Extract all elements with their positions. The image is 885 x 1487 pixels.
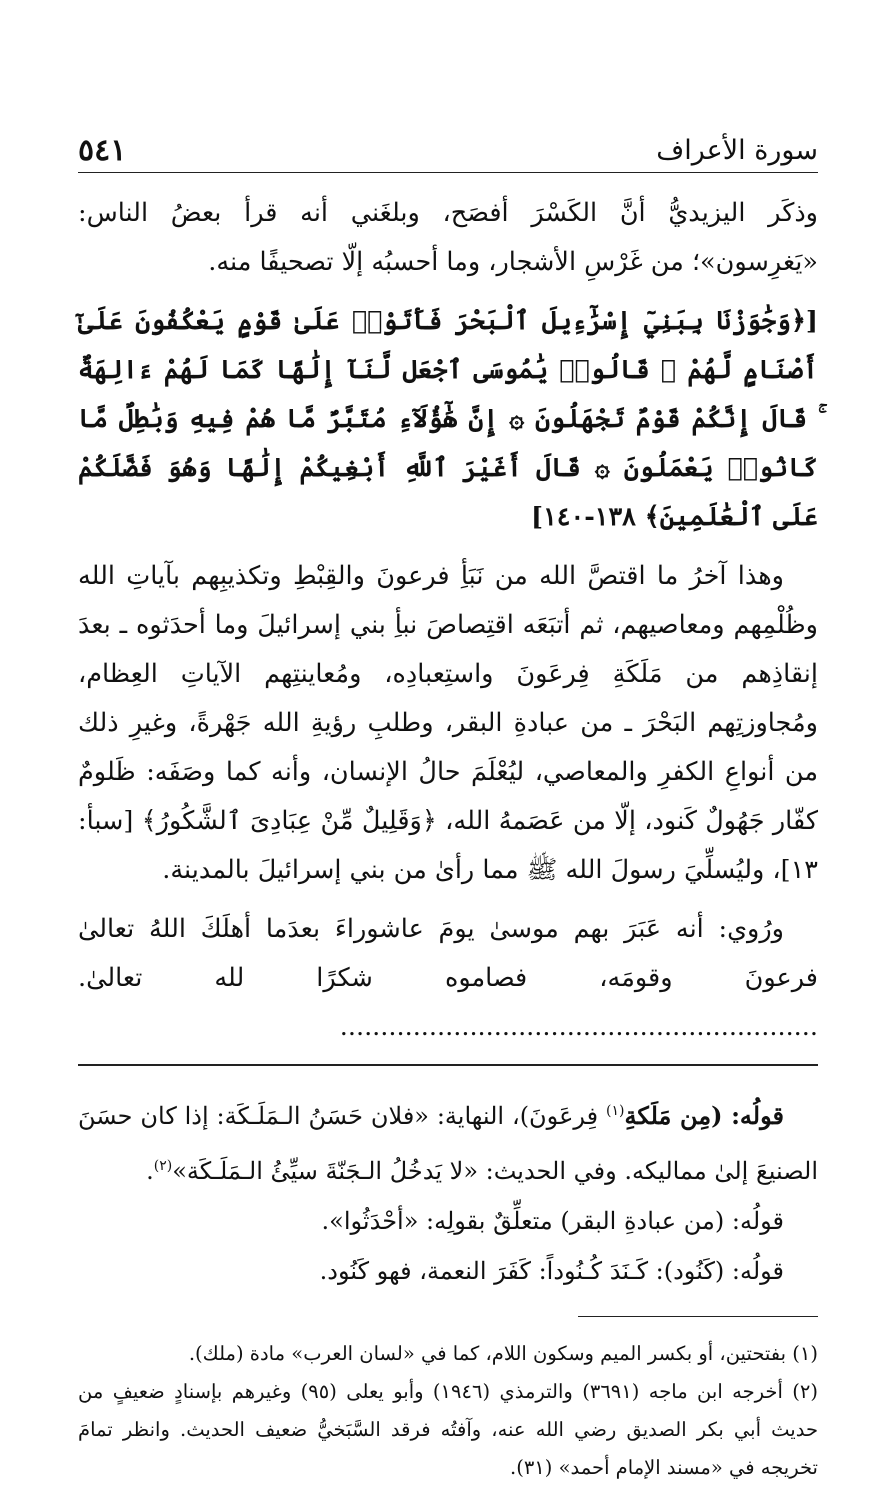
surah-title: سورة الأعراف (656, 135, 818, 166)
paragraph-2: وهذا آخرُ ما اقتصَّ الله من نَبَأِ فرعونَ والقِبْطِ وتكذيبِهم بآياتِ الله وظُلْمِهم ومعاصيهم، ثم أتبَعَه اقتِصاصَ نبأِ بني إسرائيلَ وما أحدَثوه ـ بعدَ إنقاذِهم من مَلَكَةِ فِرعَونَ واستِعبادِه، ومُعاينتِهم الآياتِ العِظام، ومُجاوزتِهم البَحْرَ ـ من عبادةِ البقر، وطلبِ رؤيةِ الله جَهْرةً، وغيرِ ذلك من أنواعِ الكفرِ والمعاصي، ليُعْلَمَ حالُ الإنسان، وأنه كما وصَفَه: ظَلومٌ كفّار جَهُولٌ كَنود، إلّا من عَصَمهُ الله، ﴿وَقَلِيلٌ مِّنْ عِبَادِىَ ٱلشَّكُورُ﴾ [سبأ: ١٣]، وليُسلِّيَ رسولَ الله ﷺ مما رأىٰ من بني إسرائيلَ بالمدينة. (78, 561, 818, 885)
footnote-separator (578, 1316, 818, 1317)
quran-verse: [﴿وَجَٰوَزْنَا بِبَنِيٓ إِسْرَٰٓءِيلَ ٱلْبَحْرَ فَأَتَوْا۟ عَلَىٰ قَوْمٍ يَعْكُفُونَ عَلَىٰٓ أَصْنَامٍ لَّهُمْ ۚ قَالُوا۟ يَٰمُوسَى ٱجْعَل لَّنَآ إِلَٰهًا كَمَا لَهُمْ ءَالِهَةٌ ۚ قَالَ إِنَّكُمْ قَوْمٌ تَجْهَلُونَ ۞ إِنَّ هَٰٓؤُلَآءِ مُتَبَّرٌ مَّا هُمْ فِيهِ وَبَٰطِلٌ مَّا كَانُوا۟ يَعْمَلُونَ ۞ قَالَ أَغَيْرَ ٱللَّهِ أَبْغِيكُمْ إِلَٰهًا وَهُوَ فَضَّلَكُمْ عَلَى ٱلْعَٰلَمِينَ﴾ ١٣٨-١٤٠] (78, 306, 818, 532)
note-1-end: . (146, 1157, 154, 1185)
page-number: ٥٤١ (78, 133, 127, 168)
footnotes-section (78, 1335, 818, 1487)
footnote-1: (١) بفتحتين، أو بكسر الميم وسكون اللام، كما في «لسان العرب» مادة (ملك). (188, 1342, 818, 1365)
footnote-2: (٢) أخرجه ابن ماجه (٣٦٩١) والترمذي (١٩٤٦) وأبو يعلى (٩٥) وغيرهم بإسنادٍ ضعيفٍ من حديث أبي بكر الصديق رضي الله عنه، وآفتُه فرقد السَّبَخيُّ ضعيف الحديث. وانظر تمامَ تخريجه في «مسند الإمام أحمد» (٣١). (78, 1380, 818, 1479)
commentary-note-3: قولُه: (كَنُود): كَـنَدَ كُـنُوداً: كَفَرَ النعمة، فهو كَنُود. (319, 1257, 784, 1285)
footnote-ref-1: (١) (606, 1103, 625, 1119)
paragraph-1: وذكَر اليزيديُّ أنَّ الكَسْرَ أفصَح، وبلغَني أنه قرأ بعضُ الناس: «يَغرِسون»؛ من غَرْسِ الأشجار، وما أحسبُه إلّا تصحيفًا منه. (78, 198, 818, 277)
paragraph-3: ورُوي: أنه عَبَرَ بهم موسىٰ يومَ عاشوراءَ بعدَما أهلَكَ اللهُ تعالىٰ فرعونَ وقومَه، فصاموه شكرًا لله تعالىٰ. ........................................................... (78, 914, 818, 1042)
commentary-note-1 (78, 1086, 818, 1196)
commentary-section (78, 1086, 818, 1296)
footnote-ref-2: (٢) (153, 1158, 173, 1174)
commentary-note-2: قولُه: (من عبادةِ البقر) متعلِّقٌ بقولِه: «أحْدَثُوا». (321, 1207, 784, 1235)
page-header (78, 112, 818, 173)
note-1-lead: قولُه: (مِن مَلَكةِ (624, 1101, 784, 1130)
main-separator (78, 1064, 818, 1066)
main-text (78, 189, 818, 1052)
book-page (78, 112, 818, 1487)
note-1-rest: فِرعَونَ)، النهاية: «فلان حَسَنُ الـمَلَـكَة: إذا كان حسَنَ الصنيعَ إلىٰ مماليكه. وفي الحديث: «لا يَدخُلُ الـجَنّةَ سيِّئُ الـمَلَـكَة» (78, 1102, 818, 1185)
